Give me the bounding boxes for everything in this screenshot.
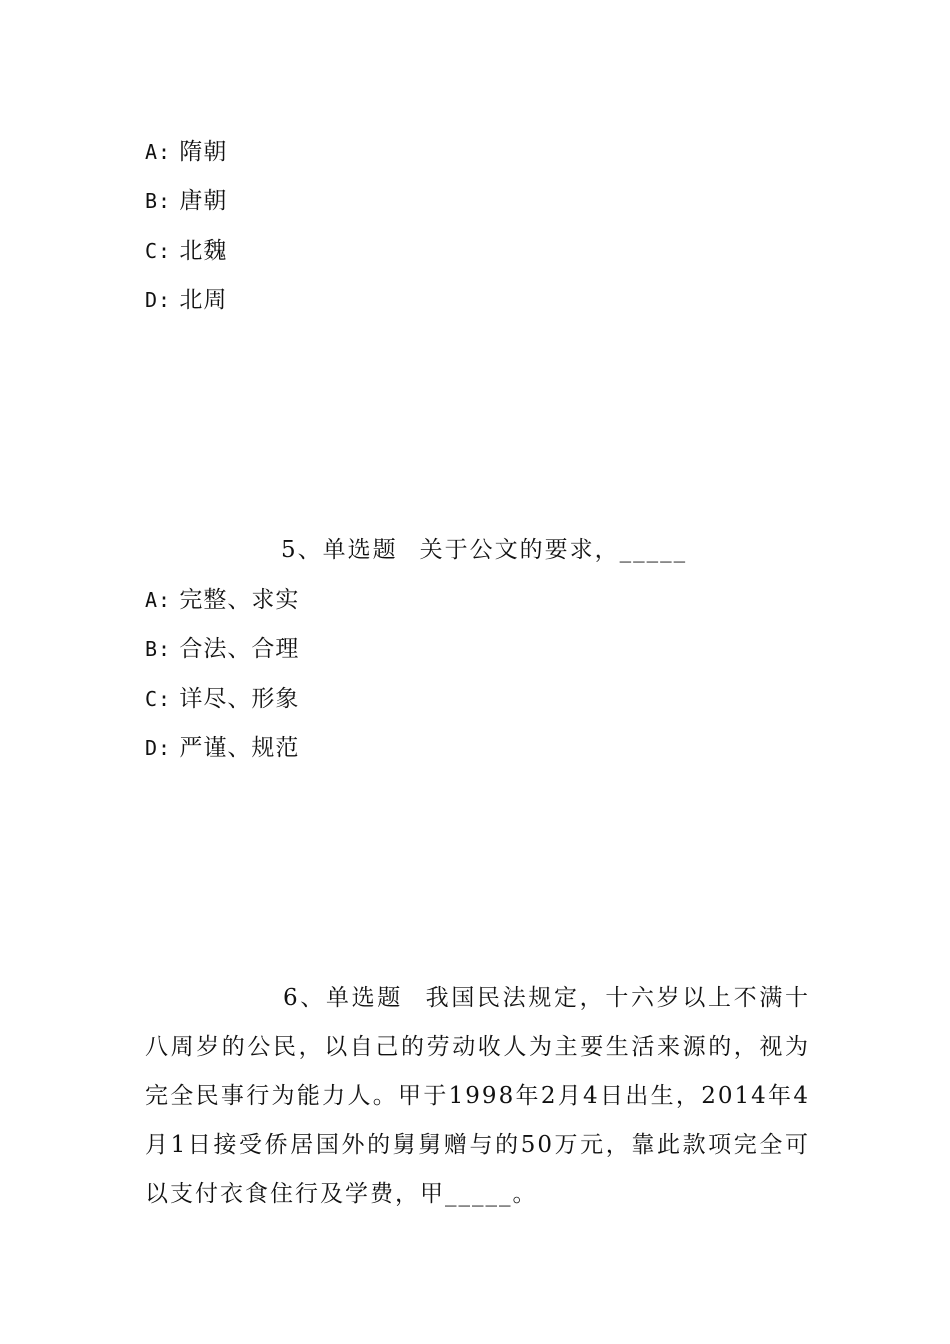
q5-option-c[interactable] [145,684,299,714]
q4-option-d[interactable] [145,285,227,315]
q4-option-a[interactable] [145,137,227,167]
q5-heading [281,535,687,565]
option-letter: D: [145,736,172,760]
option-letter: B: [145,637,172,661]
question-stem: 关于公文的要求，_____ [419,537,688,563]
option-text: 详尽、形象 [179,686,300,712]
q4-option-c[interactable] [145,236,227,266]
option-letter: D: [145,288,172,312]
option-letter: A: [145,140,172,164]
option-letter: C: [145,239,172,263]
option-letter: B: [145,189,172,213]
option-text: 北周 [179,287,228,313]
option-text: 完整、求实 [179,587,300,613]
q5-option-b[interactable] [145,634,299,664]
q4-option-b[interactable] [145,186,227,216]
option-text: 唐朝 [179,188,228,214]
q5-option-d[interactable] [145,733,299,763]
question-number: 5、单选题 [281,537,398,563]
option-text: 合法、合理 [179,636,300,662]
option-text: 严谨、规范 [179,735,300,761]
question-number: 6、单选题 [283,985,403,1011]
option-text: 隋朝 [179,139,228,165]
option-letter: A: [145,588,172,612]
q5-option-a[interactable] [145,585,299,615]
option-text: 北魏 [179,238,228,264]
q6-paragraph [145,974,810,1219]
question-stem: 我国民法规定，十六岁以上不满十八周岁的公民，以自己的劳动收人为主要生活来源的，视为完全民事行为能力人。甲于1998年2月4日出生，2014年4月1日接受侨居国外的舅舅赠与的50万元，靠此款项完全可以支付衣食住行及学费，甲_____。 [145,985,811,1207]
option-letter: C: [145,687,172,711]
